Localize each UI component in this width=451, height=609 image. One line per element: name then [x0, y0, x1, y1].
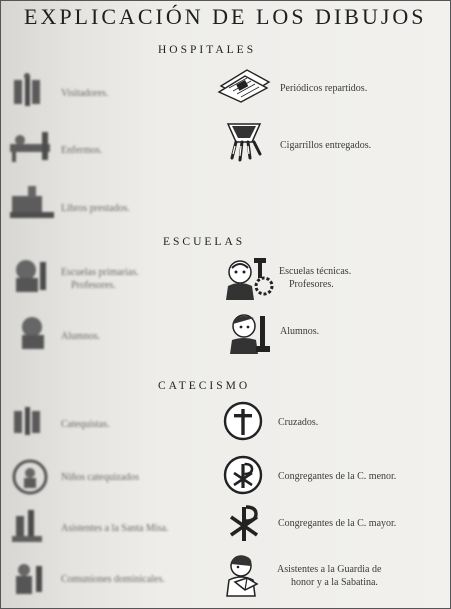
- label-asistentes-misa: Asistentes a la Santa Misa.: [61, 523, 169, 534]
- page-title: EXPLICACIÓN DE LOS DIBUJOS: [24, 4, 427, 29]
- student-icon: [226, 310, 274, 356]
- label-congregantes-menor: Congregantes de la C. menor.: [278, 471, 397, 482]
- chi-rho-circle-icon: [223, 455, 263, 495]
- label-primarias-line2: Profesores.: [71, 280, 116, 291]
- label-periodicos: Periódicos repartidos.: [280, 83, 368, 94]
- label-alumnos-right: Alumnos.: [280, 326, 320, 337]
- cross-circle-icon: [223, 401, 263, 441]
- label-congregantes-mayor: Congregantes de la C. mayor.: [278, 518, 397, 529]
- label-primarias: [61, 266, 139, 292]
- label-tecnicas: [279, 265, 351, 291]
- label-guardia: [277, 563, 381, 589]
- left-column: [0, 0, 200, 609]
- section-hospitales: HOSPITALES: [158, 44, 257, 56]
- label-visitadores: Visitadores.: [61, 88, 109, 99]
- catechists-icon: [10, 403, 44, 437]
- label-primarias-line1: Escuelas primarias.: [61, 267, 139, 278]
- newspapers-icon: [217, 66, 273, 104]
- cigarettes-icon: [222, 120, 266, 164]
- label-tecnicas-line2: Profesores.: [289, 279, 334, 290]
- sick-bed-icon: [8, 122, 56, 164]
- label-cruzados: Cruzados.: [278, 417, 319, 428]
- label-ninos: Niños catequizados: [61, 472, 140, 483]
- label-libros: Libros prestados.: [61, 203, 130, 214]
- mass-attendees-icon: [8, 506, 48, 546]
- visitors-icon: [10, 72, 44, 108]
- section-escuelas: ESCUELAS: [163, 236, 246, 248]
- label-enfermos: Enfermos.: [61, 145, 103, 156]
- communion-icon: [10, 558, 50, 598]
- label-guardia-line1: Asistentes a la Guardia de: [277, 564, 382, 575]
- reading-person-icon: [221, 552, 267, 598]
- books-icon: [8, 182, 56, 224]
- label-comuniones: Comuniones dominicales.: [61, 574, 165, 585]
- technical-teacher-icon: [222, 256, 274, 302]
- label-guardia-line2: honor y a la Sabatina.: [291, 577, 378, 588]
- label-catequistas: Catequistas.: [61, 419, 110, 430]
- label-alumnos-left: Alumnos.: [61, 331, 101, 342]
- teacher-portrait-icon: [10, 256, 50, 294]
- student-portrait-icon: [14, 313, 52, 351]
- label-tecnicas-line1: Escuelas técnicas.: [279, 266, 352, 277]
- label-cigarrillos: Cigarrillos entregados.: [280, 140, 372, 151]
- section-catecismo: CATECISMO: [158, 380, 251, 392]
- chi-rho-icon: [228, 505, 260, 543]
- children-icon: [10, 458, 50, 496]
